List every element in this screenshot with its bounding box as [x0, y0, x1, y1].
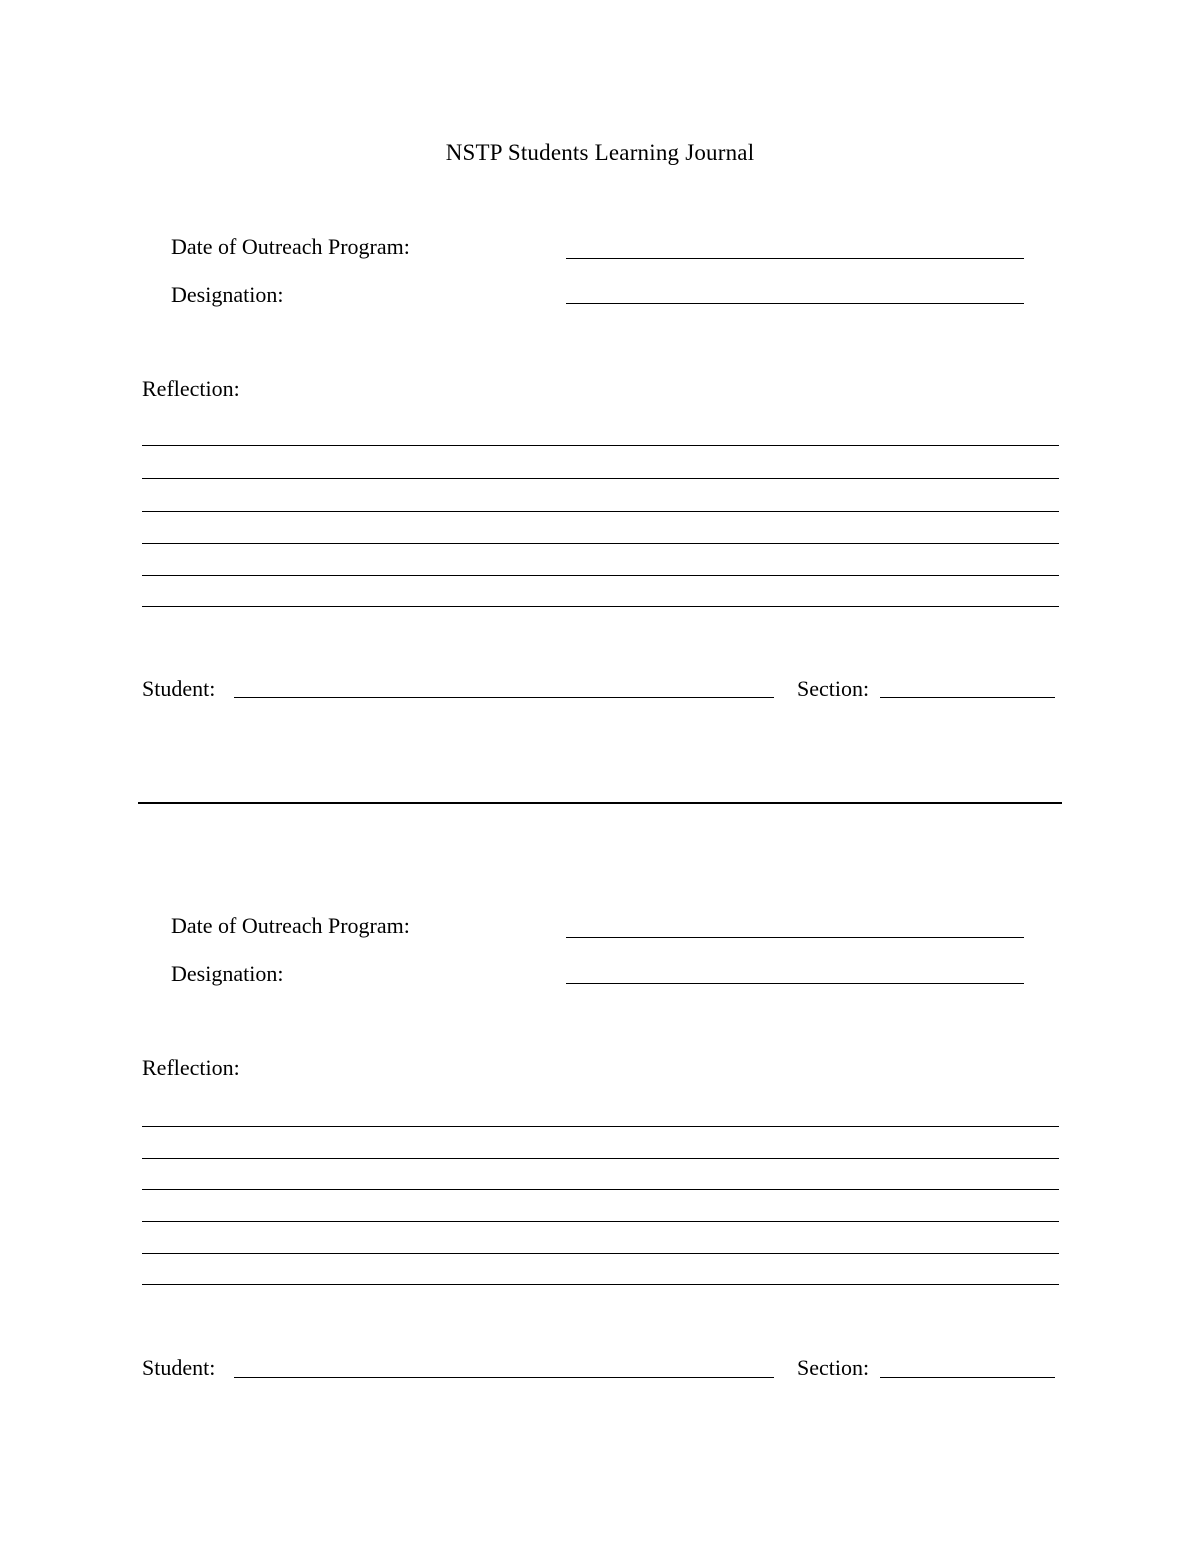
reflection-label: Reflection:	[142, 376, 240, 401]
designation-label: Designation:	[171, 282, 284, 307]
reflection-line-3[interactable]	[142, 1189, 1059, 1190]
designation-field[interactable]	[566, 303, 1024, 304]
journal-form-1	[0, 0, 1200, 701]
student-label: Student:	[142, 676, 216, 701]
student-label: Student:	[142, 1355, 216, 1380]
reflection-line-5[interactable]	[142, 1253, 1059, 1254]
section-field[interactable]	[880, 1377, 1055, 1378]
reflection-line-4[interactable]	[142, 1221, 1059, 1222]
reflection-line-5[interactable]	[142, 575, 1059, 576]
date-of-outreach-label: Date of Outreach Program:	[171, 234, 410, 259]
section-label: Section:	[797, 1355, 870, 1380]
reflection-line-1[interactable]	[142, 445, 1059, 446]
student-name-field[interactable]	[234, 1377, 774, 1378]
page-title: NSTP Students Learning Journal	[445, 140, 755, 165]
date-of-outreach-field[interactable]	[566, 258, 1024, 259]
reflection-line-2[interactable]	[142, 478, 1059, 479]
reflection-line-3[interactable]	[142, 511, 1059, 512]
date-of-outreach-field[interactable]	[566, 937, 1024, 938]
reflection-line-1[interactable]	[142, 1126, 1059, 1127]
date-of-outreach-label: Date of Outreach Program:	[171, 913, 410, 938]
section-label: Section:	[797, 676, 870, 701]
reflection-line-2[interactable]	[142, 1158, 1059, 1159]
designation-field[interactable]	[566, 983, 1024, 984]
reflection-line-4[interactable]	[142, 543, 1059, 544]
reflection-line-6[interactable]	[142, 1284, 1059, 1285]
journal-form-2	[0, 680, 1200, 1380]
reflection-line-6[interactable]	[142, 606, 1059, 607]
designation-label: Designation:	[171, 961, 284, 986]
reflection-label: Reflection:	[142, 1055, 240, 1080]
